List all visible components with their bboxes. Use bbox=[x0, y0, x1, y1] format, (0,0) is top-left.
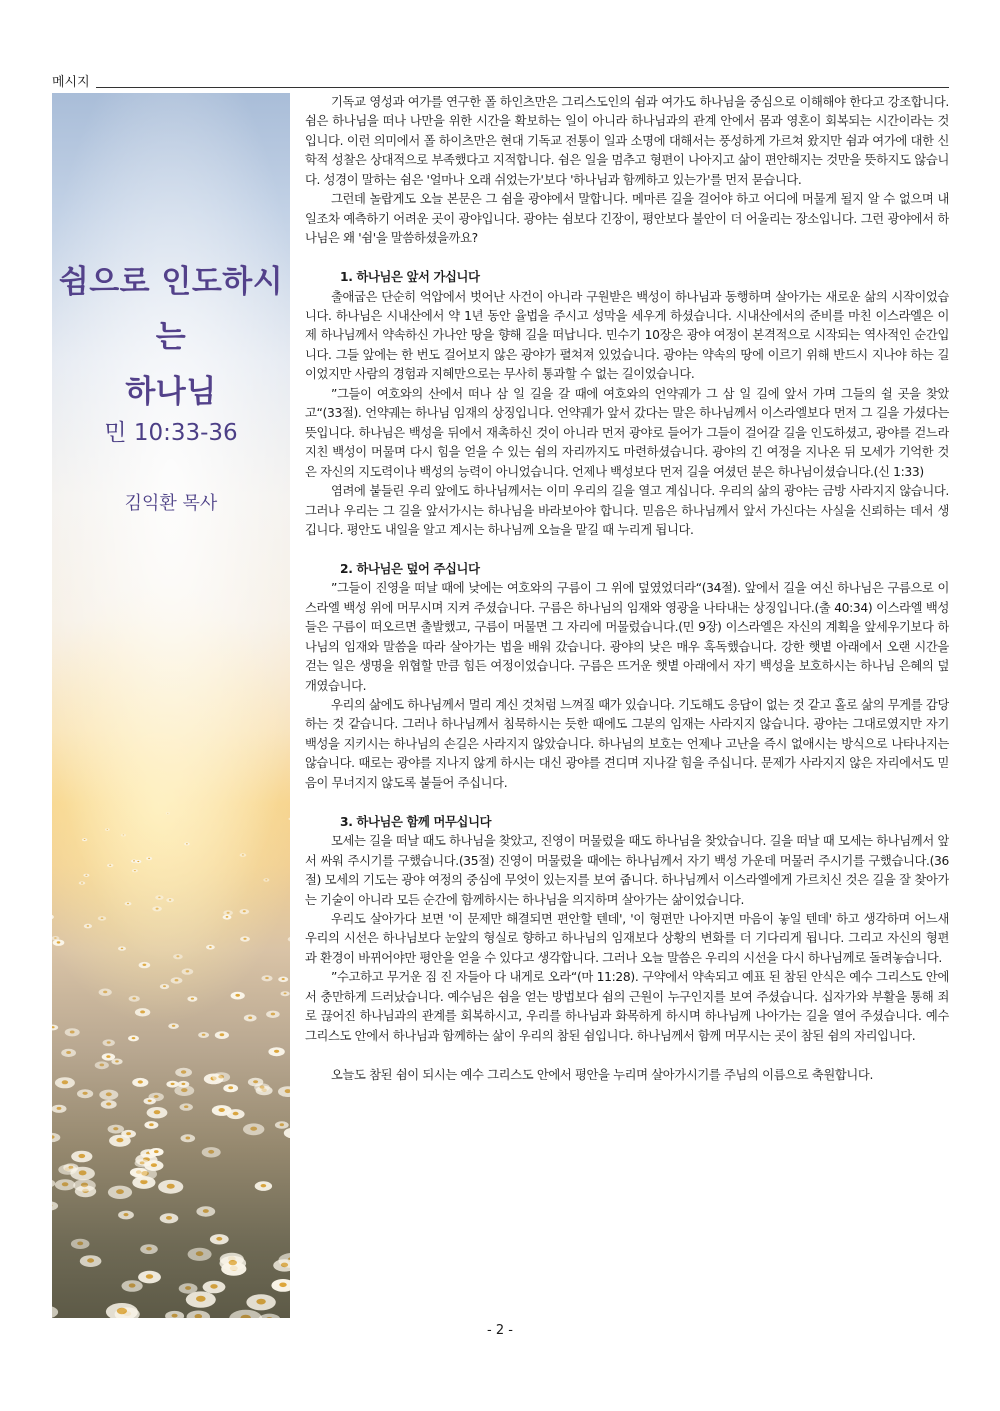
daisy-flower bbox=[52, 1105, 67, 1113]
section-3-paragraph-2: 우리도 살아가다 보면 '이 문제만 해결되면 편안할 텐데', '이 형편만 나아지면 마음이 놓일 텐데' 하고 생각하며 어느새 우리의 시선은 하나님보다 눈앞의 형실로 향하고 하나님의 임재보다 상황의 변화를 더 기다리게 됩니다. 그리고 자신의 형편과 환경이 바뀌어야만 평안을 얻을 수 있다고 생각합니다. 그러나 오늘 말씀은 우리의 시선을 다시 하나님께로 돌려놓습니다. bbox=[305, 911, 949, 965]
section-header bbox=[52, 74, 949, 94]
daisy-flower bbox=[106, 1303, 138, 1318]
daisy-flower bbox=[108, 1186, 132, 1199]
daisy-flower bbox=[77, 1089, 93, 1098]
daisy-flower bbox=[212, 1072, 230, 1082]
daisy-flower bbox=[168, 1023, 179, 1029]
daisy-flower bbox=[229, 1310, 262, 1318]
daisy-flower bbox=[55, 1077, 75, 1088]
daisy-flower bbox=[109, 1135, 131, 1147]
daisy-flower bbox=[132, 1078, 148, 1087]
daisy-flower bbox=[135, 1008, 150, 1016]
daisy-flower bbox=[155, 895, 163, 900]
daisy-flower bbox=[125, 902, 132, 906]
section-3-paragraph-1: 모세는 길을 떠날 때도 하나님을 찾았고, 진영이 머물렀을 때도 하나님을 찾았습니다. 길을 떠날 때 모세는 하나님께서 앞서 싸워 주시기를 구했습니다.(35절) 진영이 머물렀을 때에는 하나님께서 자기 백성 가운데 머물러 주시기를 구했습니다.(36절) 모세의 기도는 광야 여정의 중심에 무엇이 있는지를 보여 줍니다. 하나님께서 이스라엘에게 가르치신 것은 길을 잘 찾아가는 기술이 아니라 모든 순간에 함께하시는 하나님을 의지하며 살아가는 삶이었습니다. bbox=[305, 834, 949, 907]
daisy-flower bbox=[166, 1081, 178, 1088]
daisy-flower bbox=[122, 1280, 143, 1292]
daisy-flower bbox=[139, 962, 151, 968]
daisy-flower bbox=[101, 1100, 117, 1109]
daisy-flower bbox=[186, 1291, 216, 1307]
section-3-heading: 3. 하나님은 함께 머무십니다 bbox=[340, 814, 492, 829]
daisy-flower bbox=[196, 1206, 215, 1216]
daisy-flower bbox=[138, 1271, 161, 1284]
daisy-flower bbox=[240, 853, 247, 857]
daisy-flower bbox=[65, 1028, 80, 1036]
daisy-flower bbox=[103, 1039, 115, 1046]
daisy-flower bbox=[284, 1128, 290, 1139]
daisy-flower bbox=[53, 940, 65, 946]
section-1-paragraph-1: 출애굽은 단순히 억압에서 벗어난 사건이 아니라 구원받은 백성이 하나님과 동행하며 살아가는 새로운 삶의 시작이었습니다. 하나님은 시내산에서 약 1년 동안 율법을 주시고 성막을 세우게 하셨습니다. 시내산에서의 준비를 마친 이스라엘은 이제 하나님께서 약속하신 가나안 땅을 향해 길을 떠납니다. 민수기 10장은 광야 여정이 본격적으로 시작되는 역사적인 순간입니다. 그들 앞에는 한 번도 걸어보지 않은 광야가 펼쳐져 있었습니다. 광야는 약속의 땅에 이르기 위해 반드시 지나야 하는 길이었지만 사람의 경험과 지혜만으로는 무사히 통과할 수 없는 길이었습니다. bbox=[305, 289, 949, 382]
daisy-flower bbox=[220, 1256, 247, 1271]
daisy-flower bbox=[182, 968, 194, 974]
daisy-flower bbox=[83, 874, 89, 877]
daisy-flower bbox=[246, 1294, 275, 1310]
daisy-flower bbox=[71, 1151, 92, 1163]
daisy-flower bbox=[121, 834, 126, 837]
daisy-flower bbox=[215, 1031, 229, 1039]
section-2-heading: 2. 하나님은 덮어 주십니다 bbox=[340, 561, 480, 576]
daisy-flower bbox=[240, 936, 250, 941]
section-1-paragraph-3: 염려에 붙들린 우리 앞에도 하나님께서는 이미 우리의 길을 열고 계십니다. 우리의 삶의 광야는 금방 사라지지 않습니다. 그러나 우리는 그 길을 앞서가시는 하나님을 바라보아야 합니다. 믿음은 하나님께서 앞서 가신다는 사실을 신뢰하는 데서 생깁니다. 평안도 내일을 알고 계시는 하나님께 오늘을 맡길 때 누리게 됩니다. bbox=[305, 484, 949, 537]
daisy-flower bbox=[52, 1179, 55, 1187]
daisy-flower bbox=[52, 1133, 60, 1142]
daisy-flower bbox=[73, 1179, 96, 1191]
daisy-flower bbox=[71, 1239, 90, 1249]
daisy-flower bbox=[102, 1053, 115, 1060]
daisy-flower bbox=[261, 975, 272, 981]
sermon-title-line2: 하나님 bbox=[125, 374, 217, 410]
daisy-flower bbox=[180, 1103, 193, 1110]
sermon-body bbox=[305, 93, 949, 1318]
daisy-flower bbox=[240, 909, 250, 914]
daisy-flower bbox=[95, 1061, 109, 1069]
daisy-flower bbox=[146, 857, 152, 860]
section-divider bbox=[52, 87, 949, 88]
daisy-flower bbox=[52, 914, 54, 919]
daisy-flower bbox=[52, 1306, 58, 1318]
daisy-flower bbox=[271, 1279, 290, 1292]
sermon-title-line1: 쉼으로 인도하시는 bbox=[58, 264, 284, 355]
daisy-flower bbox=[254, 1083, 270, 1092]
daisy-flower bbox=[268, 1047, 284, 1056]
daisy-flower bbox=[203, 1281, 226, 1294]
intro-paragraph-1: 기독교 영성과 여가를 연구한 폴 하인츠만은 그리스도인의 쉼과 여가도 하나님을 중심으로 이해해야 한다고 강조합니다. 쉼은 하나님을 떠나 나만을 위한 시간을 확보하는 일이 아니라 하나님과의 관계 안에서 몸과 영혼이 회복되는 시간이라는 것입니다. 이런 의미에서 폴 하이츠만은 현대 기독교 전통이 일과 소명에 대해서는 풍성하게 가르쳐 왔지만 쉼과 여가에 대한 신학적 성찰은 상대적으로 부족했다고 지적합니다. 쉼은 일을 멈추고 형편이 나아지고 삶이 편안해지는 것만을 뜻하지도 않습니다. 성경이 말하는 쉼은 '얼마나 오래 쉬었는가'보다 '하나님과 함께하고 있는가'를 먼저 묻습니다. bbox=[305, 95, 949, 187]
daisy-flower bbox=[82, 838, 87, 841]
daisy-flower bbox=[158, 1180, 183, 1194]
section-1-paragraph-2: ”그들이 여호와의 산에서 떠나 삼 일 길을 갈 때에 여호와의 언약궤가 그 삼 일 길에 앞서 가며 그들의 쉴 곳을 찾았고“(33절). 언약궤는 하나님 임재의 상징입니다. 언약궤가 앞서 갔다는 말은 하나님께서 이스라엘보다 먼저 그 길을 가셨다는 뜻입니다. 하나님은 백성을 뒤에서 재촉하신 것이 아니라 먼저 광야로 들어가 그들이 걸어갈 길을 인도하셨고, 광야를 걷느라 지친 백성이 머물며 다시 힘을 얻을 수 있는 쉼의 자리까지도 마련하셨습니다. 광야의 긴 여정을 지나온 뒤 모세가 기억한 것은 자신의 지도력이나 백성의 능력이 아니었습니다. 언제나 백성보다 먼저 길을 여셨던 분은 하나님이셨습니다.(신 1:33) bbox=[305, 386, 949, 479]
daisy-flower bbox=[223, 1084, 238, 1092]
scripture-reference: 민 10:33-36 bbox=[104, 420, 238, 446]
daisy-flower bbox=[144, 1121, 158, 1129]
daisy-flower bbox=[187, 996, 197, 1002]
daisy-flower bbox=[128, 1035, 139, 1041]
page-number: - 2 - bbox=[487, 1323, 513, 1338]
daisy-flower bbox=[278, 1086, 290, 1097]
daisy-flower bbox=[129, 996, 140, 1002]
daisy-flower bbox=[61, 1049, 76, 1057]
closing-blessing: 오늘도 참된 쉼이 되시는 예수 그리스도 안에서 평안을 누리며 살아가시기를 주님의 이름으로 축원합니다. bbox=[331, 1067, 874, 1082]
daisy-flower bbox=[166, 812, 170, 814]
daisy-flower bbox=[70, 1167, 95, 1180]
daisy-flower bbox=[118, 1211, 134, 1220]
daisy-flower bbox=[178, 1081, 190, 1088]
daisy-flower bbox=[147, 1107, 168, 1118]
daisy-flower bbox=[263, 878, 269, 881]
daisy-flower bbox=[55, 1179, 75, 1190]
daisy-flower bbox=[223, 915, 232, 920]
daisy-flower bbox=[181, 1134, 196, 1142]
daisy-flower bbox=[166, 898, 174, 902]
daisy-flower bbox=[244, 1015, 257, 1022]
daisy-flower bbox=[84, 924, 92, 929]
section-label: 메시지 bbox=[52, 74, 96, 92]
daisy-flower bbox=[149, 1093, 164, 1102]
daisy-flower bbox=[165, 1311, 184, 1318]
section-2-paragraph-2: 우리의 삶에도 하나님께서 멀리 계신 것처럼 느껴질 때가 있습니다. 기도해도 응답이 없는 것 같고 홀로 삶의 무게를 감당하는 것 같습니다. 그러나 하나님께서 침묵하시는 듯한 때에도 그분의 임재는 사라지지 않습니다. 광야는 그대로였지만 자기 백성을 지키시는 하나님의 손길은 사라지지 않았습니다. 하나님의 보호는 언제나 고난을 즉시 없애시는 방식으로 나타나지는 않습니다. 때로는 광야를 지나지 않게 하시는 대신 광야를 견디며 지나갈 힘을 주십니다. 문제가 사라지지 않은 자리에서도 믿음이 무너지지 않도록 붙들어 주십니다. bbox=[305, 698, 949, 790]
daisy-flower bbox=[243, 1123, 264, 1135]
daisy-flower bbox=[52, 1201, 58, 1210]
daisy-flower bbox=[231, 992, 245, 1000]
daisy-flower bbox=[188, 1248, 212, 1261]
daisy-flower bbox=[210, 1234, 229, 1244]
daisy-flower bbox=[281, 991, 290, 996]
sermon-title bbox=[52, 255, 290, 420]
daisy-flower bbox=[107, 864, 113, 867]
daisy-flower bbox=[175, 1068, 192, 1077]
intro-paragraph-2: 그런데 놀랍게도 오늘 본문은 그 쉼을 광야에서 말합니다. 메마른 길을 걸어야 하고 어디에 머물게 될지 알 수 없으며 내일조차 예측하기 어려운 곳이 광야입니다. 광야는 쉼보다 긴장이, 평안보다 불안이 더 어울리는 장소입니다. 그런 광야에서 하나님은 왜 '쉼'을 말씀하셨을까요? bbox=[305, 192, 949, 246]
daisy-flower bbox=[99, 989, 112, 996]
daisy-flower bbox=[99, 1090, 118, 1100]
preacher-name: 김익환 목사 bbox=[124, 493, 218, 514]
daisy-flower bbox=[171, 977, 183, 983]
section-1-heading: 1. 하나님은 앞서 가십니다 bbox=[340, 270, 480, 285]
daisy-flower bbox=[105, 828, 110, 830]
daisy-flower bbox=[80, 1255, 102, 1267]
daisy-flower bbox=[202, 1147, 221, 1157]
daisy-flower bbox=[149, 1148, 164, 1156]
daisy-flower bbox=[223, 910, 233, 915]
daisy-flower bbox=[184, 842, 190, 845]
daisy-flower bbox=[52, 1025, 58, 1031]
daisy-flower bbox=[132, 869, 138, 872]
daisy-flower bbox=[140, 1244, 158, 1254]
section-2-paragraph-1: ”그들이 진영을 떠날 때에 낮에는 여호와의 구름이 그 위에 덮였었더라“(34절). 앞에서 길을 여신 하나님은 구름으로 이스라엘 백성 위에 머무시며 지켜 주셨습니다. 구름은 하나님의 임재와 영광을 나타내는 상징입니다.(출 40:34) 이스라엘 백성들은 구름이 떠오르면 출발했고, 구름이 머물면 그 자리에 머물렀습니다.(민 9장) 이스라엘은 자신의 계획을 앞세우기보다 하나님의 임재와 말씀을 따라 살아가는 법을 배워 갔습니다. 광야의 낮은 매우 혹독했습니다. 강한 햇볕 아래에서 오랜 시간을 걷는 일은 생명을 위협할 만큼 힘든 여정이었습니다. 구름은 뜨거운 햇볕 아래에서 자기 백성을 보호하시는 하나님 은혜의 덮개였습니다. bbox=[305, 581, 949, 693]
daisy-flower bbox=[258, 1314, 280, 1318]
daisy-flower bbox=[278, 977, 288, 983]
daisy-flower bbox=[131, 860, 137, 863]
daisy-flower bbox=[160, 1213, 179, 1223]
daisy-flower bbox=[160, 984, 169, 989]
daisy-flower bbox=[288, 937, 290, 942]
daisy-flower bbox=[187, 1311, 211, 1319]
daisy-flower bbox=[173, 954, 183, 959]
daisy-flower bbox=[79, 881, 85, 884]
sidebar-cover-image bbox=[52, 93, 290, 1318]
daisy-flower bbox=[275, 1121, 289, 1129]
daisy-flower bbox=[255, 1181, 272, 1191]
daisy-flower bbox=[108, 1125, 124, 1134]
daisy-flower bbox=[98, 916, 106, 921]
daisy-flower bbox=[266, 1011, 280, 1018]
daisy-flower bbox=[118, 946, 126, 950]
daisy-flower bbox=[273, 1259, 290, 1271]
daisy-flower bbox=[152, 906, 162, 911]
section-3-paragraph-3: ”수고하고 무거운 짐 진 자들아 다 내게로 오라“(마 11:28). 구약에서 약속되고 예표 된 참된 안식은 예수 그리스도 안에서 충만하게 드러났습니다. 예수님은 쉼을 얻는 방법보다 쉼의 근원이 누구인지를 보여 주셨습니다. 십자가와 부활을 통해 죄로 끊어진 하나님과의 관계를 회복하시고, 우리를 하나님과 화목하게 하시며 하나님께 나아가는 길을 열어 주셨습니다. 예수 그리스도 안에서 하나님과 함께하는 삶이 우리의 참된 쉼입니다. 하나님께서 함께 머무시는 곳이 참된 쉼의 자리입니다. bbox=[305, 970, 949, 1043]
daisy-flower bbox=[289, 818, 291, 820]
daisy-flower bbox=[198, 1032, 209, 1038]
daisy-flower bbox=[133, 1168, 157, 1181]
daisy-flower bbox=[206, 945, 215, 950]
daisy-flower bbox=[227, 1109, 245, 1119]
